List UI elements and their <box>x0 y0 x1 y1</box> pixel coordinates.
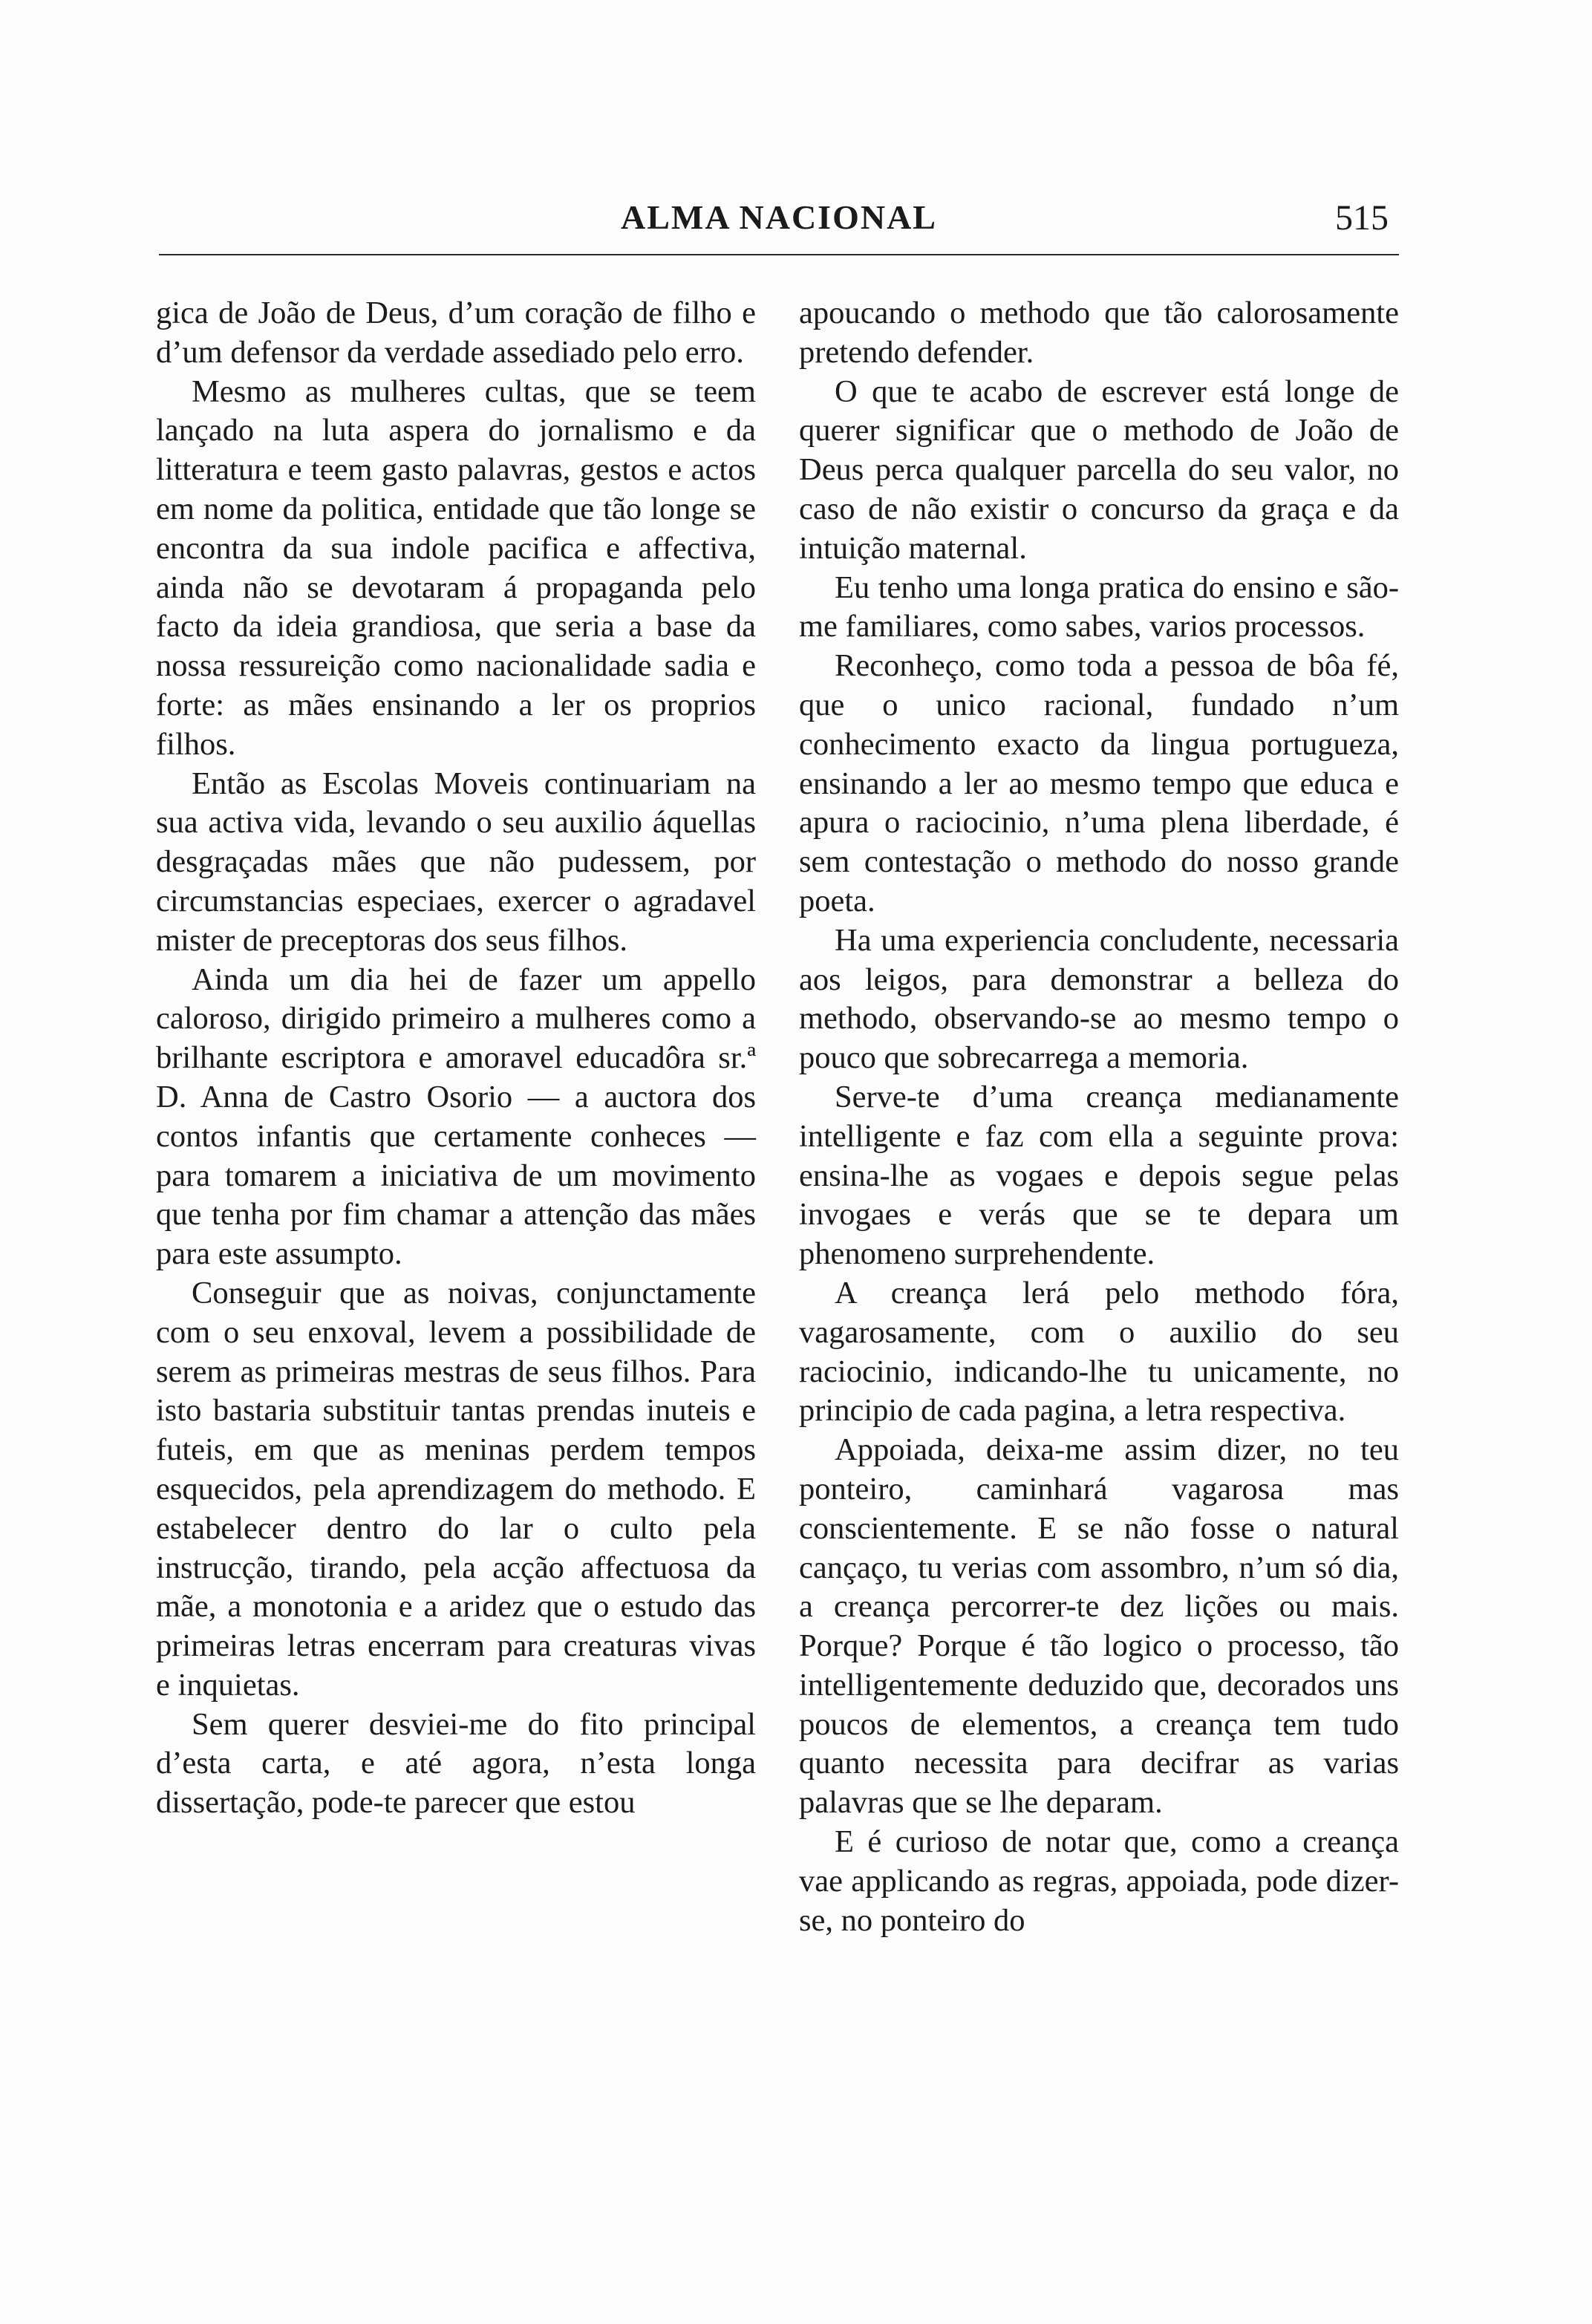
paragraph: Appoiada, deixa-me assim dizer, no teu ponteiro, caminhará vagarosa mas conscientemente. E se não fosse o natural cançaço, tu verias com assombro, n’um só dia, a creança percorrer-te dez lições ou mais. Porque? Porque é tão logico o processo, tão intelligentemente deduzido que, decorados uns poucos de elementos, a creança tem tudo quanto necessita para decifrar as varias palavras que se lhe deparam. <box>799 1432 1399 1821</box>
running-title: ALMA NACIONAL <box>621 198 937 236</box>
running-head <box>159 198 1399 249</box>
page-number: 515 <box>1335 198 1389 238</box>
paragraph: Eu tenho uma longa pratica do ensino e são-me familiares, como sabes, varios processos. <box>799 569 1399 644</box>
paragraph: gica de João de Deus, d’um coração de filho e d’um defensor da verdade assediado pelo erro. <box>156 296 756 370</box>
paragraph: Mesmo as mulheres cultas, que se teem lançado na luta aspera do jornalismo e da litteratura e teem gasto palavras, gestos e actos em nome da politica, entidade que tão longe se encontra da sua indole pacifica e affectiva, ainda não se devotaram á propaganda pelo facto da ideia grandiosa, que seria a base da nossa ressureição como nacionalidade sadia e forte: as mães ensinando a ler os proprios filhos. <box>156 373 756 762</box>
paragraph: Serve-te d’uma creança medianamente intelligente e faz com ella a seguinte prova: ensina-lhe as vogaes e depois segue pelas invogaes e verás que se te depara um phenomeno surprehendente. <box>799 1079 1399 1272</box>
paragraph: A creança lerá pelo methodo fóra, vagarosamente, com o auxilio do seu raciocinio, indicando-lhe tu unicamente, no principio de cada pagina, a letra respectiva. <box>799 1275 1399 1429</box>
paragraph: Sem querer desviei-me do fito principal d’esta carta, e até agora, n’esta longa dissertação, pode-te parecer que estou <box>156 1706 756 1821</box>
paragraph: Então as Escolas Moveis continuariam na sua activa vida, levando o seu auxilio áquellas desgraçadas mães que não pudessem, por circumstancias especiaes, exercer o agradavel mister de preceptoras dos seus filhos. <box>156 766 756 958</box>
paragraph: Ainda um dia hei de fazer um appello caloroso, dirigido primeiro a mulheres como a brilhante escriptora e amoravel educadôra sr.ª D. Anna de Castro Osorio — a auctora dos contos infantis que certamente conheces — para tomarem a iniciativa de um movimento que tenha por fim chamar a attenção das mães para este assumpto. <box>156 962 756 1272</box>
paragraph: apoucando o methodo que tão calorosamente pretendo defender. <box>799 296 1399 370</box>
header-rule <box>159 254 1399 255</box>
left-column <box>156 294 756 1823</box>
right-column <box>799 294 1399 1940</box>
paragraph: Conseguir que as noivas, conjunctamente com o seu enxoval, levem a possibilidade de serem as primeiras mestras de seus filhos. Para isto bastaria substituir tantas prendas inuteis e futeis, em que as meninas perdem tempos esquecidos, pela aprendizagem do methodo. E estabelecer dentro do lar o culto pela instrucção, tirando, pela acção affectuosa da mãe, a monotonia e a aridez que o estudo das primeiras letras encerram para creaturas vivas e inquietas. <box>156 1275 756 1703</box>
paragraph: Ha uma experiencia concludente, necessaria aos leigos, para demonstrar a belleza do methodo, observando-se ao mesmo tempo o pouco que sobrecarrega a memoria. <box>799 922 1399 1076</box>
paragraph: E é curioso de notar que, como a creança vae applicando as regras, appoiada, pode dizer-se, no ponteiro do <box>799 1824 1399 1938</box>
paragraph: Reconheço, como toda a pessoa de bôa fé, que o unico racional, fundado n’um conhecimento exacto da lingua portugueza, ensinando a ler ao mesmo tempo que educa e apura o raciocinio, n’uma plena liberdade, é sem contestação o methodo do nosso grande poeta. <box>799 648 1399 918</box>
paragraph: O que te acabo de escrever está longe de querer significar que o methodo de João de Deus perca qualquer parcella do seu valor, no caso de não existir o concurso da graça e da intuição maternal. <box>799 373 1399 566</box>
